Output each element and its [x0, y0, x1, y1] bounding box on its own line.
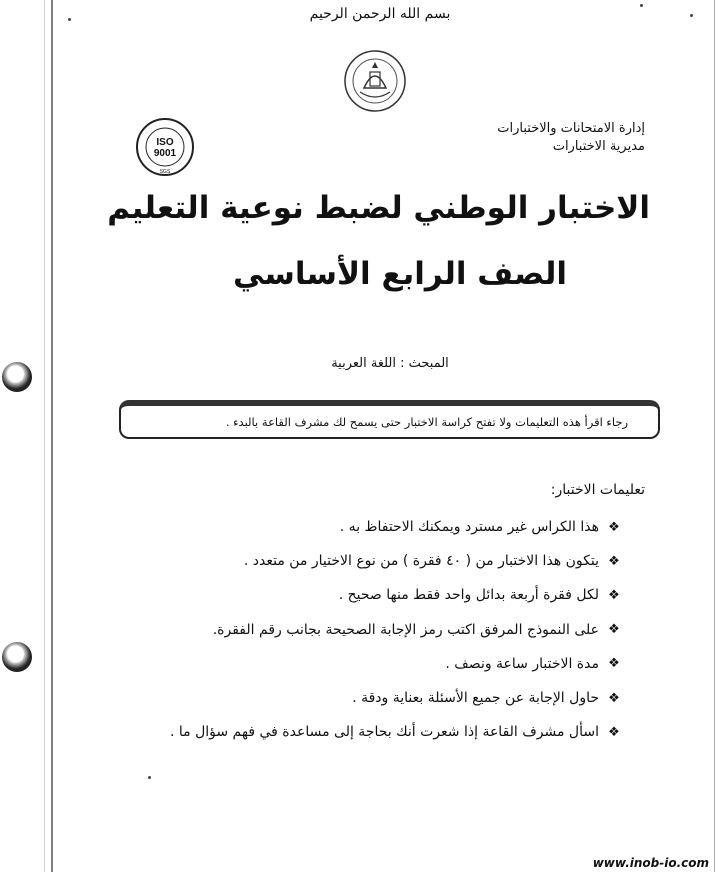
list-item [61, 544, 621, 578]
scan-speck [640, 4, 643, 7]
scan-speck [690, 14, 693, 17]
punch-hole [2, 362, 32, 392]
list-item-text: هذا الكراس غير مسترد ويمكنك الاحتفاظ به . [339, 519, 599, 536]
ministry-line-1: إدارة الامتحانات والاختبارات [497, 121, 645, 136]
ministry-header [497, 120, 645, 156]
scan-speck [68, 18, 71, 21]
diamond-bullet-icon: ❖ [608, 690, 620, 706]
svg-text:9001: 9001 [153, 148, 177, 159]
list-item [61, 647, 621, 681]
list-item-text: على النموذج المرفق اكتب رمز الإجابة الصحيحة بجانب رقم الفقرة. [212, 621, 599, 638]
svg-text:ISO: ISO [156, 137, 174, 148]
notice-box [119, 400, 660, 439]
instructions-list [61, 510, 621, 749]
notice-text: رجاء اقرأ هذه التعليمات ولا تفتح كراسة الاختبار حتى يسمح لك مشرف القاعة بالبدء . [225, 415, 628, 429]
iso-9001-badge-icon [134, 116, 196, 178]
diamond-bullet-icon: ❖ [608, 622, 620, 638]
footer-url: www.inob-io.com [592, 856, 709, 870]
diamond-bullet-icon: ❖ [608, 519, 620, 535]
ministry-line-2: مديرية الاختبارات [552, 139, 645, 154]
list-item-text: يتكون هذا الاختبار من ( ٤٠ فقرة ) من نوع الاختيار من متعدد . [243, 553, 599, 570]
list-item-text: اسأل مشرف القاعة إذا شعرت أنك بحاجة إلى مساعدة في فهم سؤال ما . [169, 724, 599, 741]
subject-label: المبحث : اللغة العربية [331, 356, 449, 371]
exam-title: الاختبار الوطني لضبط نوعية التعليم [107, 190, 650, 226]
list-item-text: لكل فقرة أربعة بدائل واحد فقط منها صحيح . [338, 587, 599, 604]
list-item [61, 510, 621, 544]
margin-line [51, 0, 53, 872]
margin-line-faint [44, 0, 45, 872]
svg-text:SGS: SGS [159, 169, 171, 175]
scan-speck [148, 776, 151, 779]
list-item [61, 613, 621, 647]
diamond-bullet-icon: ❖ [608, 656, 620, 672]
list-item [61, 681, 621, 715]
list-item-text: مدة الاختبار ساعة ونصف . [445, 655, 599, 672]
jordan-emblem-icon [342, 48, 408, 114]
punch-hole [2, 642, 32, 672]
grade-title: الصف الرابع الأساسي [233, 256, 567, 292]
diamond-bullet-icon: ❖ [608, 724, 620, 740]
right-edge-line [714, 0, 715, 872]
basmala: بسم الله الرحمن الرحيم [309, 6, 451, 22]
list-item [61, 578, 621, 612]
diamond-bullet-icon: ❖ [608, 587, 620, 603]
list-item-text: حاول الإجابة عن جميع الأسئلة بعناية ودقة . [352, 690, 599, 707]
instructions-title: تعليمات الاختبار: [550, 482, 645, 498]
list-item [61, 715, 621, 749]
diamond-bullet-icon: ❖ [608, 553, 620, 569]
